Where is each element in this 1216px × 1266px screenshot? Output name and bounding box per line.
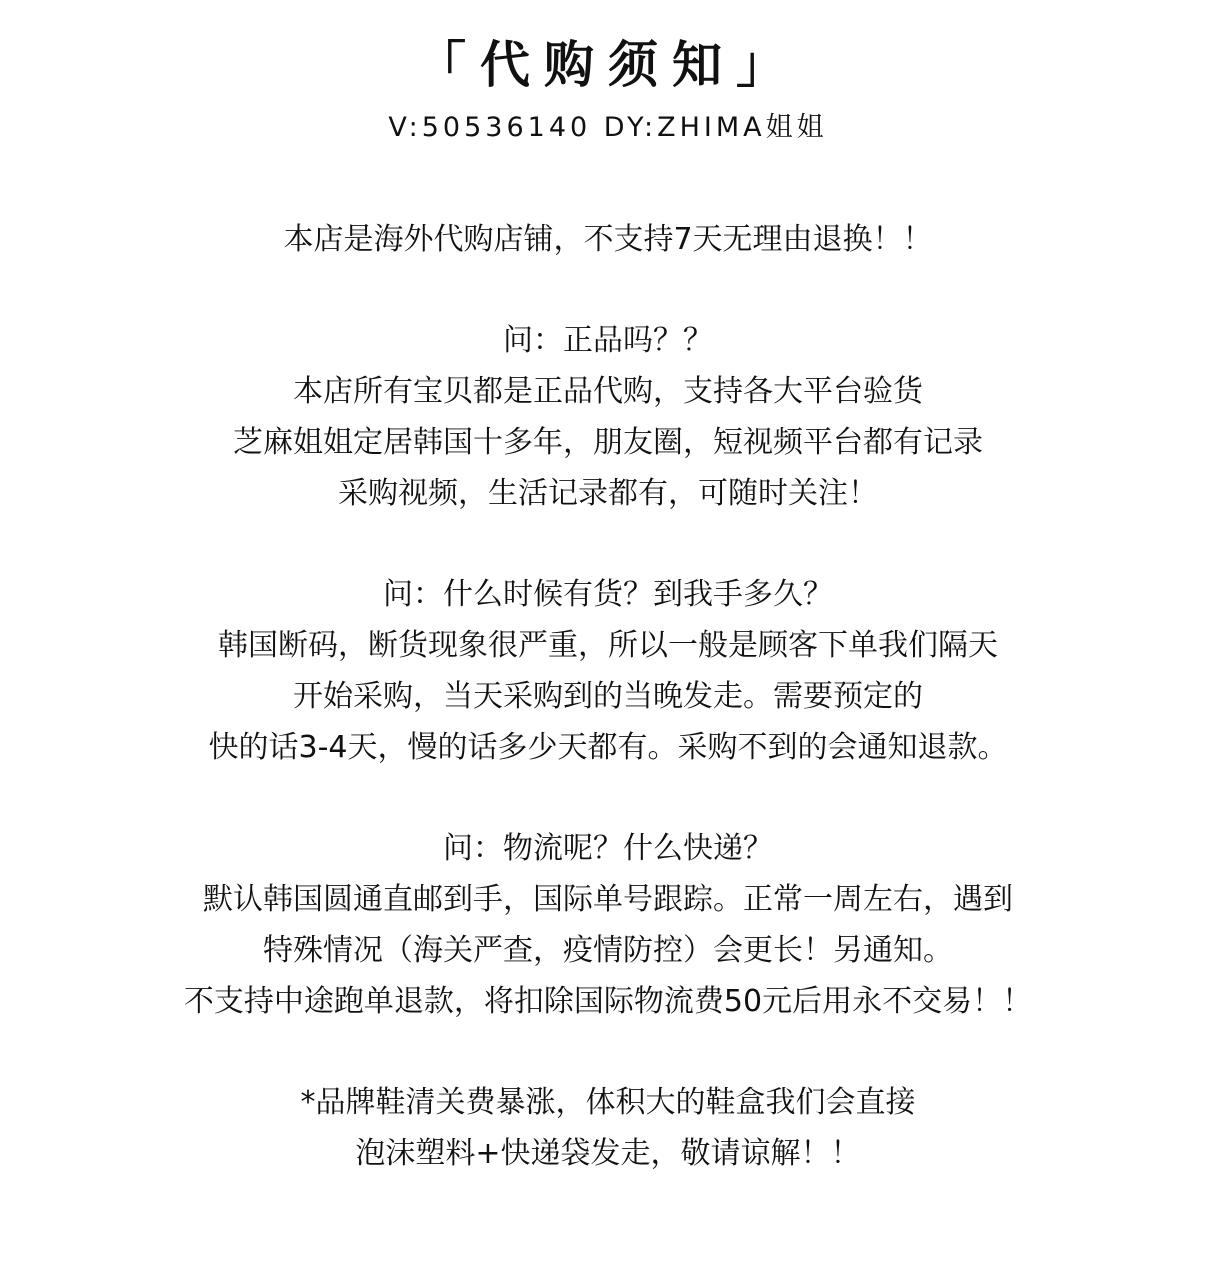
contact-subtitle: V:50536140 DY:ZHIMA姐姐: [388, 112, 828, 143]
faq-answer-line: 特殊情况（海关严查，疫情防控）会更长！另通知。: [263, 933, 953, 968]
faq-question-availability: 问：什么时候有货？到我手多久？: [383, 577, 833, 612]
faq-question-authenticity: 问：正品吗？？: [503, 323, 713, 358]
faq-answer-line: 采购视频，生活记录都有，可随时关注！: [338, 476, 878, 511]
policy-statement: 本店是海外代购店铺，不支持7天无理由退换！！: [283, 222, 933, 257]
faq-answer-line: 本店所有宝贝都是正品代购，支持各大平台验货: [293, 374, 923, 409]
faq-question-shipping: 问：物流呢？什么快递？: [443, 831, 773, 866]
faq-answer-line: 开始采购，当天采购到的当晚发走。需要预定的: [293, 679, 923, 714]
faq-answer-line: 不支持中途跑单退款，将扣除国际物流费50元后用永不交易！！: [183, 984, 1033, 1019]
faq-answer-line: 芝麻姐姐定居韩国十多年，朋友圈，短视频平台都有记录: [233, 425, 983, 460]
faq-answer-line: 韩国断码，断货现象很严重，所以一般是顾客下单我们隔天: [218, 628, 998, 663]
footnote-line: 泡沫塑料+快递袋发走，敬请谅解！！: [355, 1136, 861, 1171]
faq-answer-line: 默认韩国圆通直邮到手，国际单号跟踪。正常一周左右，遇到: [203, 882, 1013, 917]
faq-answer-line: 快的话3-4天，慢的话多少天都有。采购不到的会通知退款。: [208, 730, 1008, 765]
page-title: 「代购须知」: [416, 36, 800, 94]
footnote-line: *品牌鞋清关费暴涨，体积大的鞋盒我们会直接: [300, 1085, 916, 1120]
